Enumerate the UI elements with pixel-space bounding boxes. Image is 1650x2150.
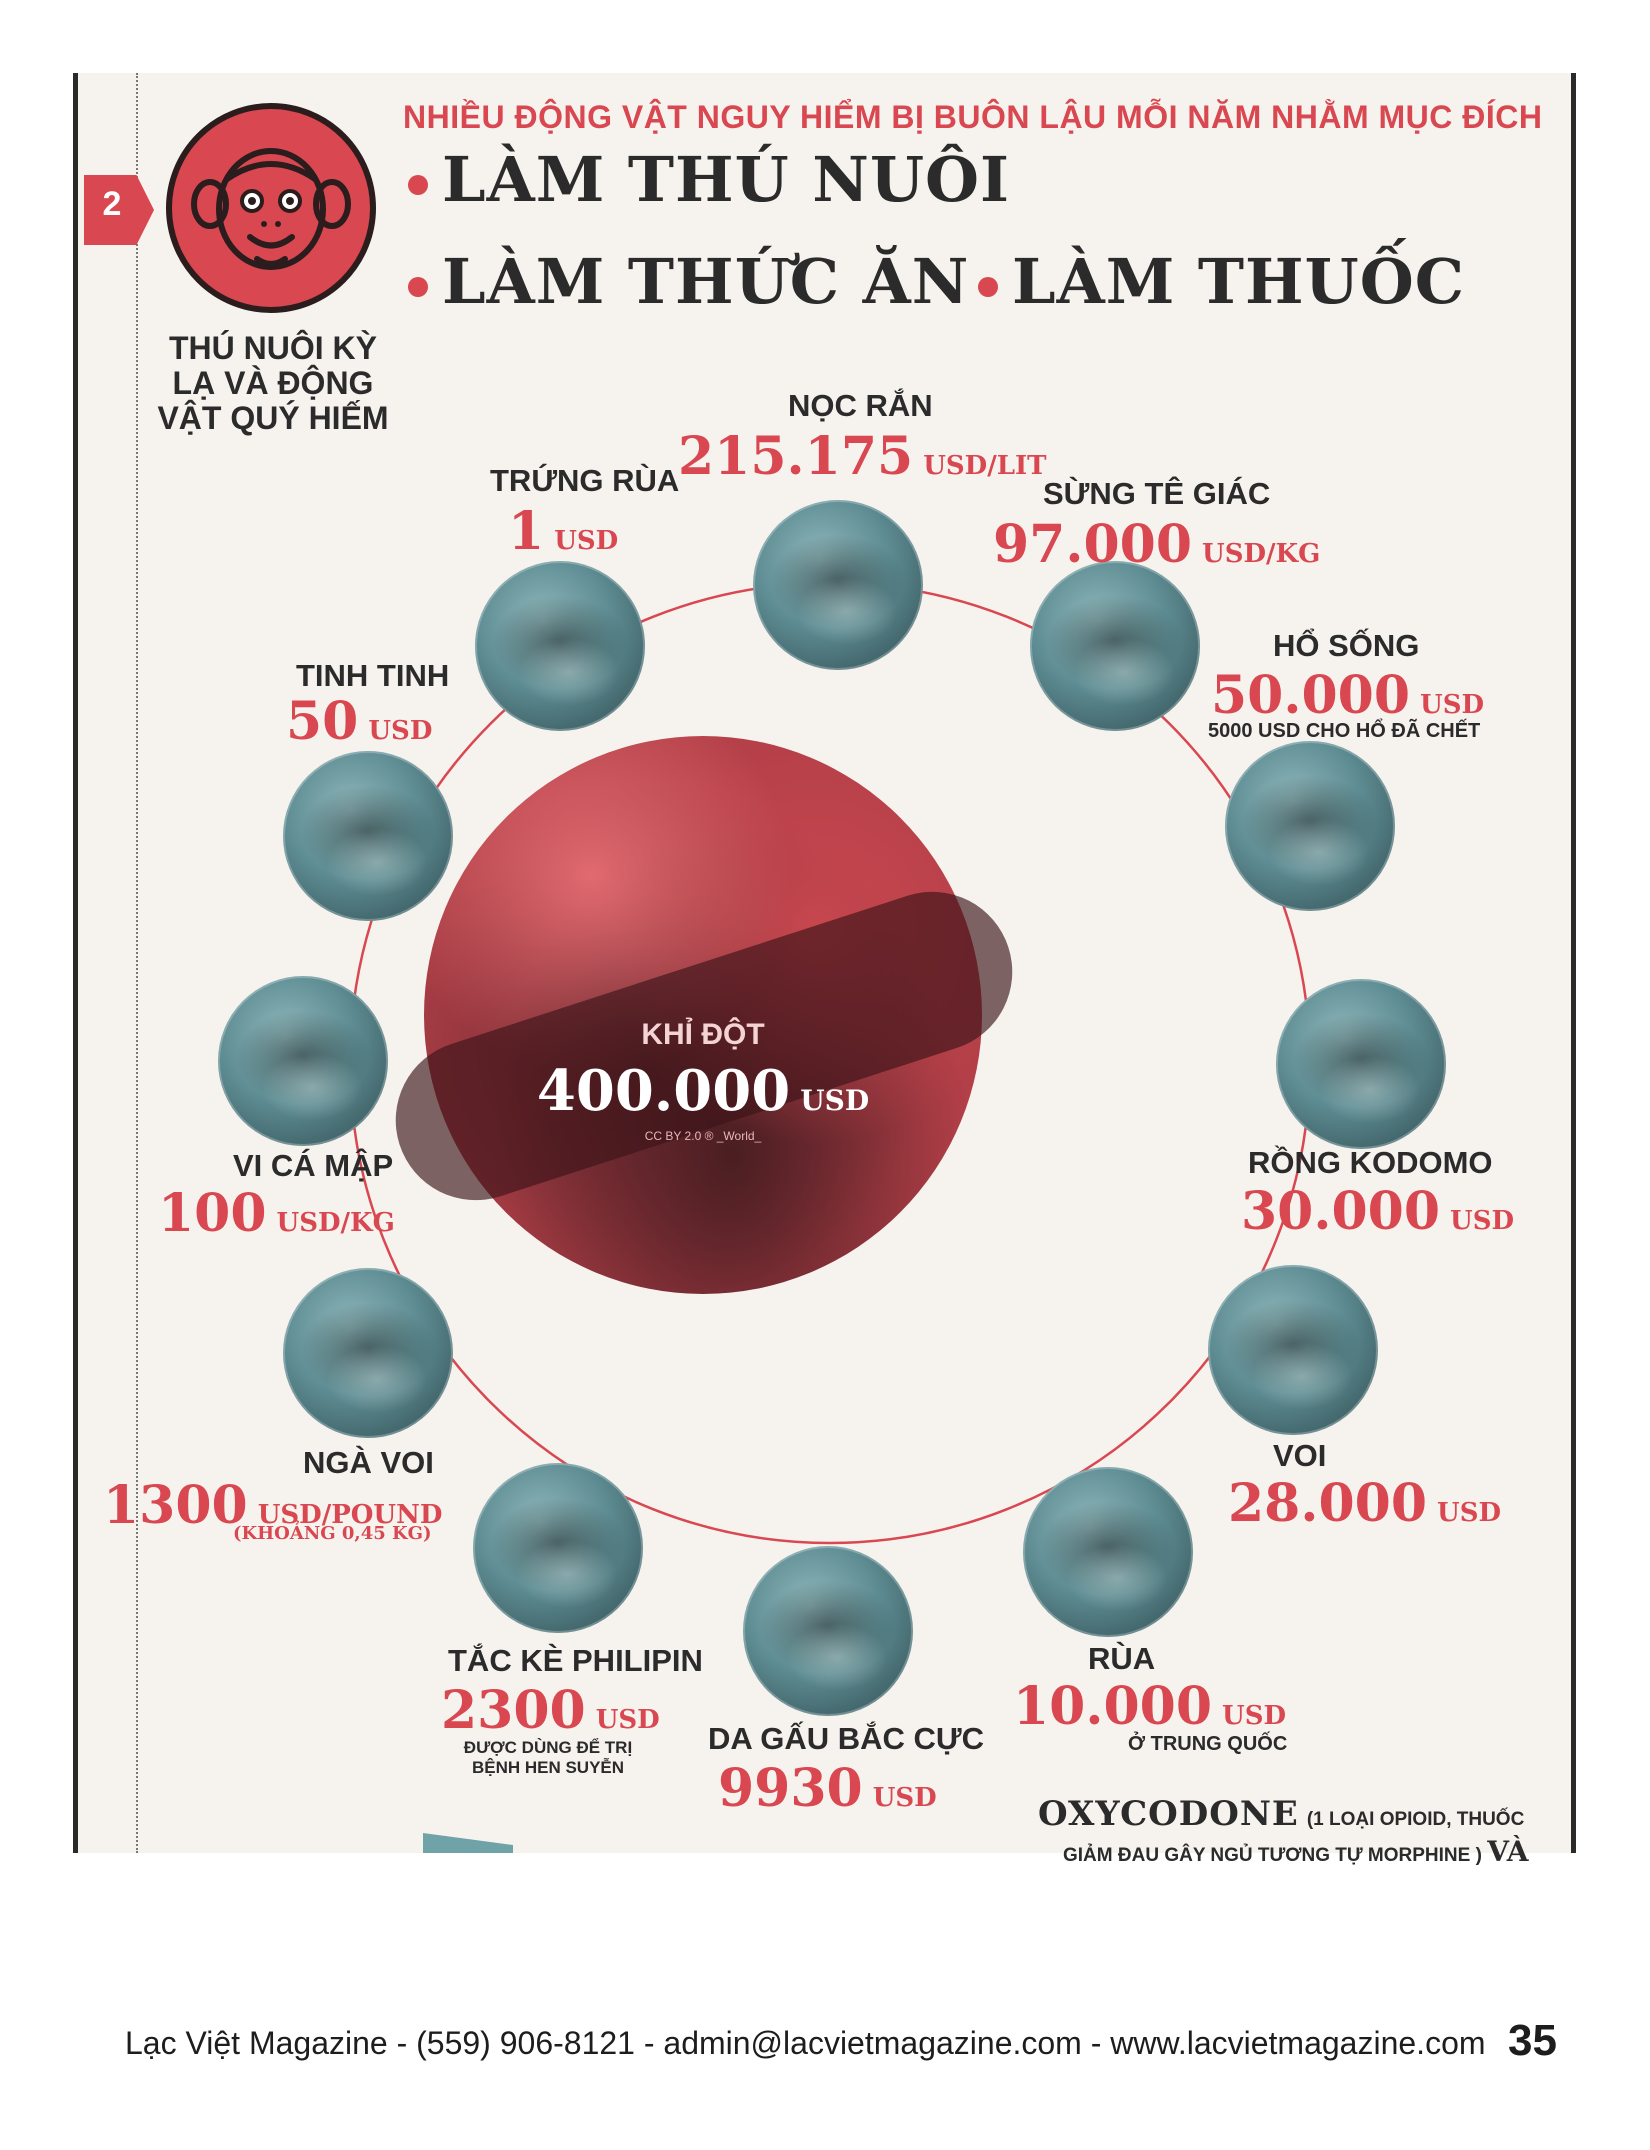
value-turtle-egg: [508, 501, 619, 562]
infographic-panel: [73, 73, 1576, 1868]
note-ivory: (KHOẢNG 0,45 KG): [233, 1523, 432, 1544]
value-ivory-unit: USD/POUND: [257, 1500, 443, 1530]
value-rhino-horn: [993, 514, 1321, 575]
purpose-pet-label: LÀM THÚ NUÔI: [442, 143, 1011, 216]
note-tiger: 5000 USD CHO HỔ ĐÃ CHẾT: [1208, 720, 1481, 742]
value-shark-fin: [158, 1183, 395, 1244]
note-turtle: Ở TRUNG QUỐC: [1128, 1733, 1288, 1755]
subtitle: NHIỀU ĐỘNG VẬT NGUY HIỂM BỊ BUÔN LẬU MỖI NĂM NHẰM MỤC ĐÍCH: [403, 99, 1543, 135]
label-snake-venom: NỌC RẮN: [788, 388, 933, 423]
value-gecko: [441, 1680, 660, 1741]
gecko-photo: [473, 1463, 643, 1633]
value-chimpanzee-unit: USD: [368, 716, 433, 746]
label-elephant: VOI: [1273, 1438, 1327, 1473]
value-shark-fin-unit: USD/KG: [276, 1208, 395, 1238]
gorilla-photo: [424, 736, 982, 1294]
oxycodone-title: OXYCODONE: [1038, 1794, 1299, 1834]
value-komodo: [1241, 1181, 1515, 1242]
value-komodo-number: 30.000: [1241, 1181, 1441, 1242]
label-shark-fin: VI CÁ MẬP: [233, 1148, 394, 1183]
oxycodone-line-2: [1063, 1835, 1529, 1868]
label-turtle: RÙA: [1088, 1641, 1156, 1676]
value-elephant-number: 28.000: [1228, 1473, 1428, 1534]
value-polar-bear-skin: [718, 1758, 937, 1819]
turtle-photo: [1023, 1467, 1193, 1637]
oxycodone-text: (1 LOẠI OPIOID, THUỐC: [1306, 1809, 1525, 1830]
turtle-egg-photo: [475, 561, 645, 731]
value-turtle-egg-unit: USD: [554, 526, 619, 556]
badge-caption: THÚ NUÔI KỲ LẠ VÀ ĐỘNG VẬT QUÝ HIẾM: [157, 330, 389, 436]
rhino-horn-photo: [1030, 561, 1200, 731]
oxycodone-text-3: VÀ: [1487, 1835, 1529, 1868]
value-tiger: [1211, 665, 1485, 726]
value-snake-venom: [678, 426, 1047, 487]
value-shark-fin-number: 100: [158, 1183, 267, 1244]
value-gecko-unit: USD: [595, 1705, 660, 1735]
value-rhino-horn-unit: USD/KG: [1202, 539, 1321, 569]
label-polar-bear-skin: DA GẤU BẮC CỰC: [708, 1721, 985, 1756]
value-snake-venom-unit: USD/LIT: [923, 451, 1047, 481]
photo-credit: CC BY 2.0 ® _World_: [644, 1129, 762, 1143]
page-number: 35: [1508, 2016, 1557, 2065]
value-elephant: [1228, 1473, 1502, 1534]
label-ivory: NGÀ VOI: [303, 1445, 434, 1480]
oxycodone-text-2: GIẢM ĐAU GÂY NGỦ TƯƠNG TỰ MORPHINE ): [1063, 1845, 1482, 1866]
note-gecko: ĐƯỢC DÙNG ĐỂ TRỊ BỆNH HEN SUYỄN: [463, 1738, 633, 1777]
value-turtle: [1013, 1676, 1287, 1737]
value-tiger-unit: USD: [1420, 690, 1485, 720]
label-tiger: HỔ SỐNG: [1273, 628, 1420, 663]
polar-bear-skin-photo: [743, 1546, 913, 1716]
label-chimpanzee: TINH TINH: [296, 658, 450, 693]
value-turtle-unit: USD: [1222, 1701, 1287, 1731]
center-label: KHỈ ĐỘT: [641, 1018, 765, 1051]
purpose-food-label: LÀM THỨC ĂN: [442, 245, 970, 318]
center-value: [424, 1058, 982, 1124]
value-rhino-horn-number: 97.000: [993, 514, 1193, 575]
section-number: 2: [102, 185, 122, 223]
center-value-unit: USD: [800, 1084, 870, 1117]
value-tiger-number: 50.000: [1211, 665, 1411, 726]
value-polar-bear-skin-number: 9930: [718, 1758, 863, 1819]
value-chimpanzee: [286, 691, 433, 752]
value-ivory-number: 1300: [103, 1475, 248, 1536]
value-elephant-unit: USD: [1437, 1498, 1502, 1528]
value-komodo-unit: USD: [1450, 1206, 1515, 1236]
label-komodo: RỒNG KODOMO: [1248, 1145, 1493, 1180]
value-snake-venom-number: 215.175: [678, 426, 914, 487]
komodo-dragon-photo: [1276, 979, 1446, 1149]
center-value-number: 400.000: [536, 1058, 791, 1124]
value-turtle-number: 10.000: [1013, 1676, 1213, 1737]
value-polar-bear-skin-unit: USD: [872, 1783, 937, 1813]
snake-venom-photo: [753, 500, 923, 670]
purpose-medicine-label: LÀM THUỐC: [1012, 245, 1466, 318]
shark-fin-photo: [218, 976, 388, 1146]
label-turtle-egg: TRỨNG RÙA: [490, 463, 680, 498]
elephant-photo: [1208, 1265, 1378, 1435]
value-chimpanzee-number: 50: [286, 691, 359, 752]
value-gecko-number: 2300: [441, 1680, 586, 1741]
oxycodone-line: [1038, 1794, 1524, 1834]
value-turtle-egg-number: 1: [508, 501, 545, 562]
label-rhino-horn: SỪNG TÊ GIÁC: [1043, 476, 1271, 511]
footer-contact: Lạc Việt Magazine - (559) 906-8121 - admin@lacvietmagazine.com - www.lacvietmagazine.com: [125, 2025, 1486, 2061]
tiger-photo: [1225, 741, 1395, 911]
ivory-photo: [283, 1268, 453, 1438]
label-gecko: TẮC KÈ PHILIPIN: [448, 1643, 703, 1678]
chimpanzee-photo: [283, 751, 453, 921]
